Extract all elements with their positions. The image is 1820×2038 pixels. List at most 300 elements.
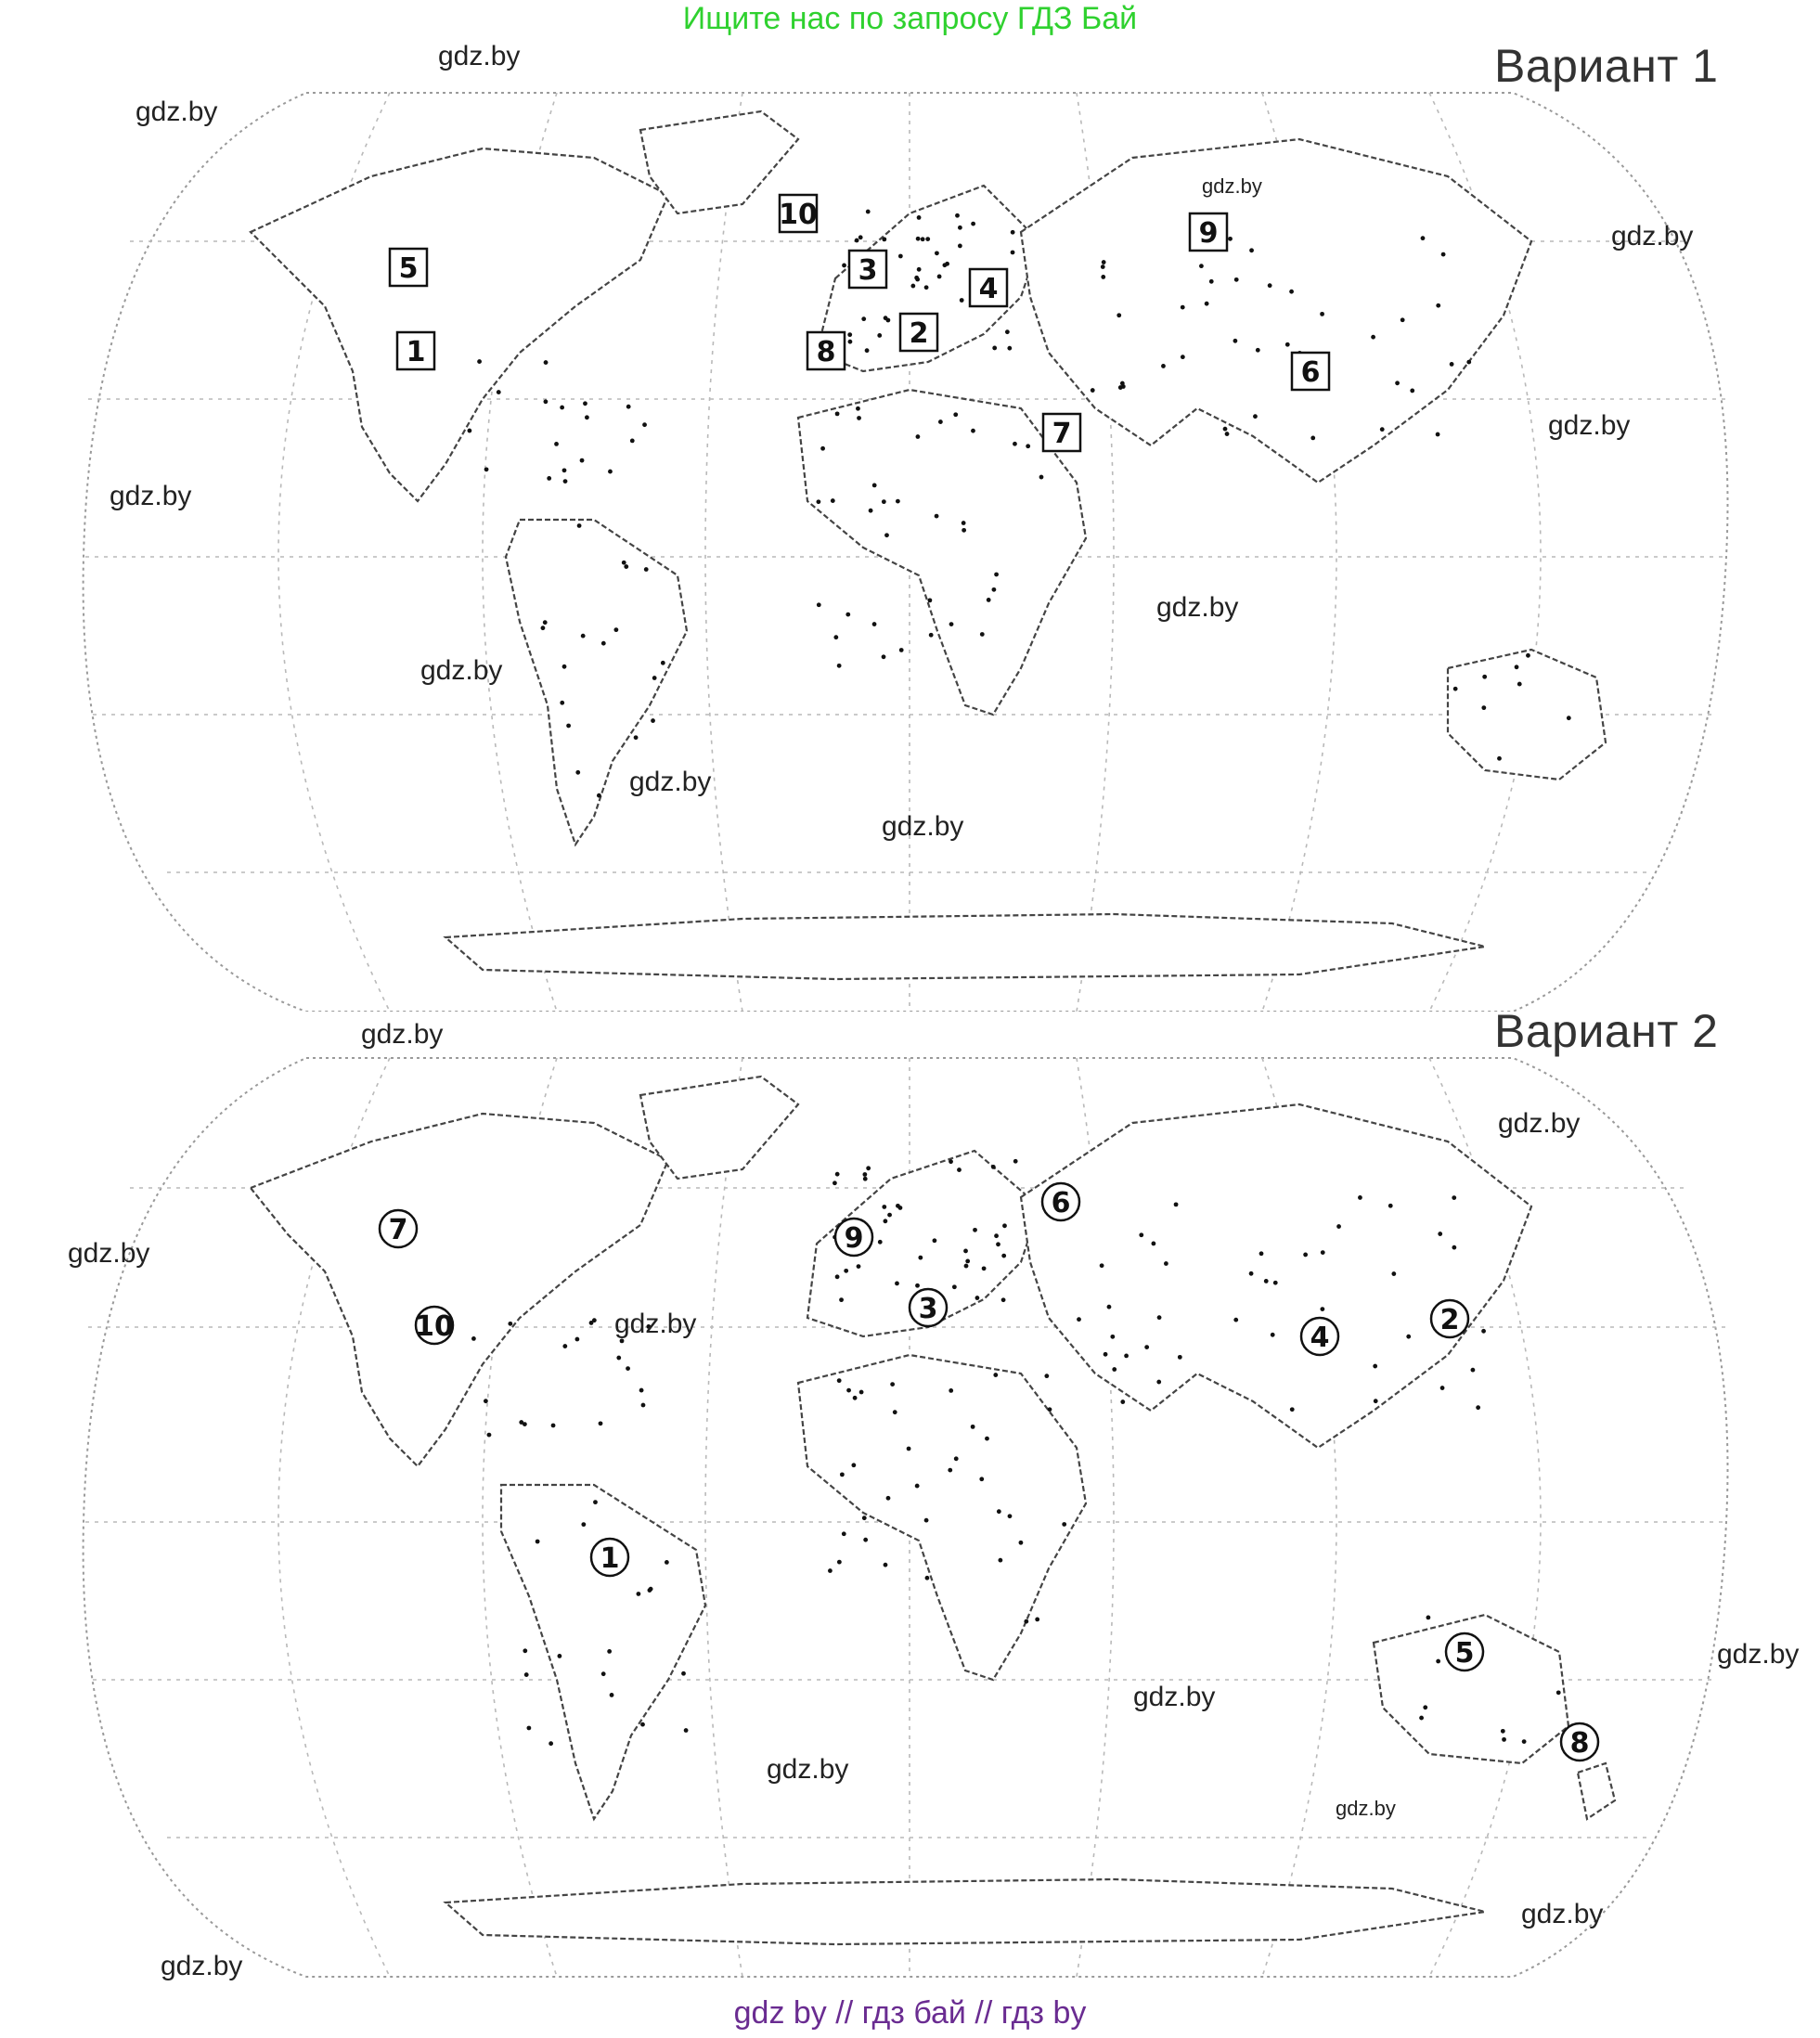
continents bbox=[251, 1077, 1615, 1944]
north-america bbox=[251, 1114, 668, 1466]
city-dot bbox=[917, 215, 922, 220]
city-dot bbox=[1225, 432, 1230, 436]
city-dot bbox=[949, 1388, 953, 1393]
city-dot bbox=[982, 1266, 987, 1271]
city-dot bbox=[915, 1283, 920, 1288]
variant-1-marker-4 bbox=[970, 269, 1007, 306]
city-dot bbox=[840, 1472, 845, 1477]
city-dot bbox=[958, 244, 962, 249]
city-dot bbox=[859, 1390, 864, 1395]
africa bbox=[798, 1355, 1086, 1680]
city-dot bbox=[994, 573, 999, 577]
city-dot bbox=[626, 1366, 630, 1371]
city-dot bbox=[1466, 360, 1471, 365]
city-dot bbox=[1515, 664, 1519, 669]
city-dot bbox=[835, 1172, 840, 1177]
city-dot bbox=[890, 1382, 895, 1387]
variant-2-marker-9 bbox=[835, 1219, 872, 1256]
city-dot bbox=[1441, 252, 1446, 257]
watermark: gdz.by bbox=[68, 1238, 150, 1269]
city-dot bbox=[1423, 1705, 1427, 1709]
city-dot bbox=[589, 1321, 594, 1325]
city-dot bbox=[851, 1463, 856, 1467]
city-dot bbox=[899, 648, 904, 652]
city-dot bbox=[1481, 705, 1486, 710]
city-dot bbox=[1320, 312, 1324, 316]
watermark: gdz.by bbox=[882, 811, 964, 842]
city-dot bbox=[910, 284, 915, 289]
city-dot bbox=[857, 1264, 861, 1269]
city-dot bbox=[953, 412, 958, 417]
city-dot bbox=[639, 1388, 644, 1393]
city-dot bbox=[652, 676, 657, 680]
city-dot bbox=[1517, 682, 1522, 687]
city-dot bbox=[524, 1672, 529, 1677]
city-dot bbox=[863, 1177, 868, 1181]
city-dot bbox=[1013, 442, 1017, 446]
city-dot bbox=[1289, 290, 1294, 294]
city-dot bbox=[1264, 1279, 1269, 1283]
city-dot bbox=[626, 405, 631, 409]
city-dot bbox=[1102, 260, 1106, 264]
city-dot bbox=[566, 724, 571, 729]
variant-1-marker-5 bbox=[390, 249, 427, 286]
city-dot bbox=[1144, 1345, 1149, 1349]
city-dot bbox=[1181, 305, 1185, 310]
city-dot bbox=[1273, 1281, 1278, 1285]
city-dot bbox=[684, 1728, 689, 1733]
city-dot bbox=[1157, 1315, 1162, 1320]
city-dot bbox=[882, 499, 886, 504]
watermark: gdz.by bbox=[136, 97, 218, 127]
city-dot bbox=[886, 1496, 891, 1501]
city-dot bbox=[1374, 1399, 1378, 1403]
city-dot bbox=[1077, 1317, 1081, 1322]
city-dot bbox=[613, 627, 618, 632]
variant-1-marker-label: 5 bbox=[398, 252, 419, 285]
city-dot bbox=[948, 1468, 952, 1473]
city-dot bbox=[955, 213, 960, 218]
city-dot bbox=[536, 1540, 540, 1544]
city-dot bbox=[882, 1205, 886, 1209]
city-dot bbox=[865, 348, 870, 353]
city-dot bbox=[580, 458, 585, 463]
city-dot bbox=[574, 1337, 579, 1342]
city-dot bbox=[1526, 653, 1530, 658]
city-dot bbox=[856, 406, 860, 411]
city-dot bbox=[630, 439, 635, 444]
variant-1-marker-label: 3 bbox=[858, 254, 878, 287]
variant-1-marker-label: 8 bbox=[816, 336, 836, 368]
city-dot bbox=[925, 1576, 930, 1580]
world-map-variant-1 bbox=[0, 0, 1820, 1012]
city-dot bbox=[991, 1165, 996, 1169]
city-dot bbox=[1452, 1245, 1456, 1250]
city-dot bbox=[1199, 264, 1204, 268]
city-dot bbox=[681, 1671, 686, 1676]
city-dot bbox=[971, 222, 975, 226]
city-dot bbox=[1024, 1619, 1028, 1624]
city-dot bbox=[1161, 364, 1166, 368]
variant-2-marker-6 bbox=[1042, 1183, 1079, 1220]
city-dot bbox=[1249, 248, 1254, 252]
city-dot bbox=[1482, 675, 1487, 679]
city-dot bbox=[1501, 1729, 1505, 1734]
city-dot bbox=[842, 1531, 846, 1536]
city-dot bbox=[996, 1242, 1000, 1246]
city-dot bbox=[1567, 716, 1571, 720]
city-dot bbox=[962, 528, 966, 533]
city-dot bbox=[839, 1297, 844, 1302]
city-dot bbox=[1310, 435, 1315, 440]
city-dot bbox=[927, 598, 932, 602]
city-dot bbox=[608, 470, 613, 474]
city-dot bbox=[1380, 427, 1385, 432]
city-dot bbox=[848, 340, 853, 344]
city-dot bbox=[844, 1269, 848, 1273]
city-dot bbox=[1205, 302, 1209, 306]
variant-2-marker-label: 9 bbox=[844, 1222, 864, 1255]
city-dot bbox=[1104, 1352, 1108, 1357]
world-map-variant-2 bbox=[0, 1002, 1820, 1986]
city-dot bbox=[1436, 303, 1440, 308]
city-dot bbox=[924, 285, 929, 290]
city-dot bbox=[1358, 1195, 1362, 1200]
city-dot bbox=[477, 359, 482, 364]
watermark: gdz.by bbox=[614, 1309, 697, 1339]
city-dot bbox=[575, 770, 580, 775]
city-dot bbox=[907, 1447, 911, 1451]
city-dot bbox=[958, 226, 962, 230]
city-dot bbox=[866, 1166, 871, 1170]
city-dot bbox=[1410, 389, 1414, 393]
city-dot bbox=[833, 635, 838, 639]
watermark: gdz.by bbox=[361, 1019, 444, 1050]
city-dot bbox=[599, 1421, 603, 1425]
australia bbox=[1448, 650, 1606, 780]
south-america bbox=[501, 1485, 705, 1819]
city-dot bbox=[562, 468, 567, 472]
city-dot bbox=[1233, 339, 1238, 343]
city-dot bbox=[863, 1538, 868, 1542]
city-dot bbox=[979, 1477, 984, 1481]
city-dot bbox=[847, 332, 852, 337]
city-dot bbox=[468, 429, 472, 433]
city-dot bbox=[938, 419, 943, 424]
city-dot bbox=[1011, 230, 1015, 235]
watermark: gdz.by bbox=[1202, 174, 1262, 198]
city-dot bbox=[855, 239, 859, 243]
city-dot bbox=[833, 1180, 837, 1185]
city-dot bbox=[637, 1592, 641, 1596]
antarctica bbox=[445, 1879, 1485, 1944]
watermark: gdz.by bbox=[1521, 1899, 1604, 1929]
city-dot bbox=[1151, 1242, 1155, 1246]
city-dot bbox=[607, 1649, 612, 1654]
city-dot bbox=[1556, 1690, 1561, 1695]
city-dot bbox=[1001, 1297, 1006, 1302]
city-dot bbox=[965, 1258, 970, 1263]
city-dot bbox=[1471, 1368, 1476, 1373]
city-dot bbox=[898, 254, 903, 259]
city-dot bbox=[963, 1249, 968, 1254]
city-dot bbox=[1101, 264, 1105, 269]
city-dot bbox=[925, 237, 930, 241]
variant-2-title: Вариант 2 bbox=[1494, 1005, 1719, 1057]
city-dot bbox=[1110, 1335, 1115, 1339]
city-dot bbox=[1373, 1364, 1377, 1369]
city-dot bbox=[1120, 1400, 1125, 1404]
city-dot bbox=[622, 561, 626, 565]
variant-2-marker-label: 3 bbox=[918, 1293, 938, 1325]
city-dot bbox=[929, 633, 934, 638]
city-dot bbox=[651, 718, 655, 723]
city-dot bbox=[581, 634, 586, 638]
city-dot bbox=[610, 1693, 614, 1697]
city-dot bbox=[543, 620, 548, 625]
city-dot bbox=[1391, 1271, 1396, 1276]
city-dot bbox=[1421, 236, 1426, 240]
watermark: gdz.by bbox=[767, 1754, 849, 1785]
city-dot bbox=[1048, 1407, 1052, 1412]
city-dot bbox=[497, 390, 501, 394]
city-dot bbox=[641, 1403, 646, 1408]
city-dot bbox=[882, 237, 886, 241]
variant-2-marker-label: 2 bbox=[1439, 1304, 1460, 1336]
city-dot bbox=[862, 1172, 867, 1177]
city-dot bbox=[601, 641, 606, 646]
city-dot bbox=[593, 1500, 598, 1504]
city-dot bbox=[820, 446, 825, 451]
city-dot bbox=[1320, 1307, 1324, 1311]
city-dot bbox=[1035, 1617, 1039, 1621]
city-dot bbox=[1007, 346, 1012, 351]
antarctica bbox=[445, 914, 1485, 979]
city-dot bbox=[921, 237, 925, 241]
watermark: gdz.by bbox=[420, 655, 503, 686]
city-dot bbox=[883, 1219, 887, 1223]
city-dot bbox=[1209, 279, 1214, 284]
city-dot bbox=[869, 509, 873, 513]
city-dot bbox=[563, 479, 568, 484]
city-dot bbox=[562, 1344, 567, 1348]
city-dot bbox=[1502, 1737, 1506, 1742]
city-dot bbox=[560, 701, 564, 705]
city-dot bbox=[887, 1213, 892, 1218]
city-dot bbox=[1497, 756, 1502, 761]
variant-1-marker-label: 6 bbox=[1300, 356, 1321, 389]
city-dot bbox=[985, 1437, 989, 1441]
city-dot bbox=[1440, 1386, 1445, 1390]
variant-2-marker-8 bbox=[1561, 1723, 1598, 1761]
city-dot bbox=[861, 316, 866, 321]
city-dot bbox=[1223, 427, 1228, 432]
variant-1-marker-label: 2 bbox=[909, 317, 929, 350]
asia bbox=[1021, 1104, 1531, 1448]
city-dot bbox=[1426, 1615, 1431, 1619]
city-dot bbox=[1100, 1263, 1104, 1268]
city-dot bbox=[918, 1256, 923, 1260]
city-dot bbox=[917, 267, 922, 272]
watermark: gdz.by bbox=[1611, 221, 1694, 252]
city-dot bbox=[862, 1516, 867, 1520]
city-dot bbox=[975, 1296, 980, 1300]
city-dot bbox=[817, 602, 821, 607]
city-dot bbox=[585, 415, 589, 419]
city-dot bbox=[1476, 1405, 1480, 1410]
variant-1-marker-1 bbox=[397, 332, 434, 369]
watermark: gdz.by bbox=[1548, 410, 1631, 441]
variant-2-marker-label: 5 bbox=[1454, 1637, 1475, 1670]
city-dot bbox=[549, 1741, 553, 1746]
city-dot bbox=[581, 1522, 586, 1527]
city-dot bbox=[523, 1422, 527, 1426]
city-dot bbox=[973, 1228, 977, 1232]
city-dot bbox=[845, 613, 850, 617]
variant-1-marker-9 bbox=[1190, 213, 1227, 251]
city-dot bbox=[842, 264, 846, 268]
city-dot bbox=[1139, 1232, 1143, 1237]
city-dot bbox=[1522, 1739, 1527, 1744]
city-dot bbox=[987, 598, 991, 602]
city-dot bbox=[508, 1322, 512, 1326]
city-dot bbox=[884, 1563, 888, 1567]
city-dot bbox=[878, 1240, 883, 1245]
city-dot bbox=[1228, 237, 1233, 241]
new-zealand bbox=[1578, 1763, 1615, 1819]
city-dot bbox=[1156, 1380, 1161, 1385]
variant-1-marker-6 bbox=[1292, 353, 1329, 390]
city-dot bbox=[1120, 381, 1125, 386]
city-dot bbox=[945, 262, 949, 266]
city-dot bbox=[1101, 275, 1105, 279]
city-dot bbox=[484, 467, 489, 471]
city-dot bbox=[831, 498, 835, 503]
watermark: gdz.by bbox=[1156, 592, 1239, 623]
city-dot bbox=[547, 476, 551, 481]
variant-2-marker-10 bbox=[415, 1307, 454, 1344]
city-dot bbox=[877, 333, 882, 338]
city-dot bbox=[884, 316, 888, 320]
city-dot bbox=[1002, 1223, 1007, 1228]
city-dot bbox=[837, 664, 842, 668]
city-dot bbox=[554, 442, 559, 446]
city-dot bbox=[1117, 313, 1121, 317]
city-dot bbox=[998, 1558, 1002, 1563]
variant-2-marker-label: 8 bbox=[1569, 1727, 1590, 1760]
city-dot bbox=[971, 429, 975, 433]
city-dot bbox=[980, 632, 985, 637]
city-dot bbox=[857, 416, 861, 420]
city-dot bbox=[957, 1167, 962, 1172]
variant-1-marker-label: 7 bbox=[1052, 418, 1072, 450]
city-dot bbox=[853, 1396, 858, 1400]
city-dot bbox=[954, 1456, 959, 1461]
city-dot bbox=[933, 1238, 937, 1243]
variant-1-marker-label: 9 bbox=[1198, 217, 1219, 250]
city-dot bbox=[816, 499, 820, 504]
city-dot bbox=[1178, 1355, 1182, 1360]
city-dot bbox=[1271, 1333, 1275, 1337]
north-america bbox=[251, 148, 668, 501]
variant-1-marker-2 bbox=[900, 314, 937, 351]
city-dot bbox=[1406, 1335, 1411, 1339]
city-dot bbox=[1233, 1318, 1238, 1322]
city-dot bbox=[1008, 1514, 1013, 1518]
city-dot bbox=[1124, 1354, 1129, 1359]
city-dot bbox=[1013, 1159, 1018, 1164]
bottom-footer: gdz by // гдз бай // гдз by bbox=[733, 1995, 1087, 2031]
city-dot bbox=[544, 360, 549, 365]
top-banner: Ищите нас по запросу ГДЗ Бай bbox=[682, 1, 1138, 36]
city-dot bbox=[1371, 335, 1375, 340]
watermark: gdz.by bbox=[1717, 1639, 1800, 1670]
city-dot bbox=[1044, 1374, 1049, 1378]
city-dot bbox=[949, 1159, 953, 1164]
variant-2-marker-4 bbox=[1301, 1318, 1338, 1355]
watermark: gdz.by bbox=[1133, 1682, 1216, 1712]
city-dot bbox=[1285, 342, 1290, 347]
city-dot bbox=[837, 1378, 842, 1383]
city-dot bbox=[1388, 1204, 1393, 1208]
city-dot bbox=[1256, 348, 1260, 353]
variant-2-marker-label: 4 bbox=[1310, 1322, 1330, 1354]
city-dot bbox=[828, 1568, 833, 1573]
city-dot bbox=[1336, 1224, 1341, 1229]
city-dot bbox=[1026, 444, 1030, 448]
city-dot bbox=[858, 235, 863, 239]
city-dot bbox=[1091, 388, 1095, 393]
city-dot bbox=[1436, 432, 1440, 437]
city-dot bbox=[1419, 1716, 1424, 1721]
city-dot bbox=[846, 1388, 851, 1393]
city-dot bbox=[916, 237, 921, 241]
city-dot bbox=[1253, 414, 1258, 419]
city-dot bbox=[1290, 1407, 1295, 1412]
variant-1-marker-7 bbox=[1043, 414, 1080, 451]
variant-2-marker-5 bbox=[1446, 1633, 1483, 1670]
city-dot bbox=[1039, 475, 1044, 480]
city-dot bbox=[837, 1560, 842, 1565]
city-dot bbox=[1107, 1305, 1112, 1309]
city-dot bbox=[487, 1433, 492, 1438]
city-dot bbox=[665, 1560, 669, 1565]
city-dot bbox=[560, 406, 564, 410]
city-dot bbox=[872, 622, 877, 626]
city-dot bbox=[644, 567, 649, 572]
city-dot bbox=[1249, 1271, 1254, 1276]
city-dot bbox=[649, 1587, 653, 1592]
variant-2-marker-label: 1 bbox=[600, 1542, 620, 1575]
city-dot bbox=[971, 1425, 975, 1429]
watermark: gdz.by bbox=[629, 767, 712, 797]
city-dot bbox=[1005, 329, 1010, 334]
city-dot bbox=[924, 1518, 929, 1523]
city-dot bbox=[1321, 1250, 1325, 1255]
city-dot bbox=[541, 626, 546, 630]
city-dot bbox=[915, 1484, 920, 1489]
city-dot bbox=[997, 1509, 1001, 1514]
city-dot bbox=[1450, 362, 1454, 367]
city-dot bbox=[1259, 1251, 1264, 1256]
city-dot bbox=[557, 1654, 561, 1658]
variant-1-title: Вариант 1 bbox=[1494, 40, 1719, 92]
city-dot bbox=[484, 1399, 488, 1403]
city-dot bbox=[601, 1671, 606, 1676]
city-dot bbox=[1011, 251, 1015, 255]
city-dot bbox=[1019, 1541, 1024, 1545]
city-dot bbox=[872, 483, 877, 487]
